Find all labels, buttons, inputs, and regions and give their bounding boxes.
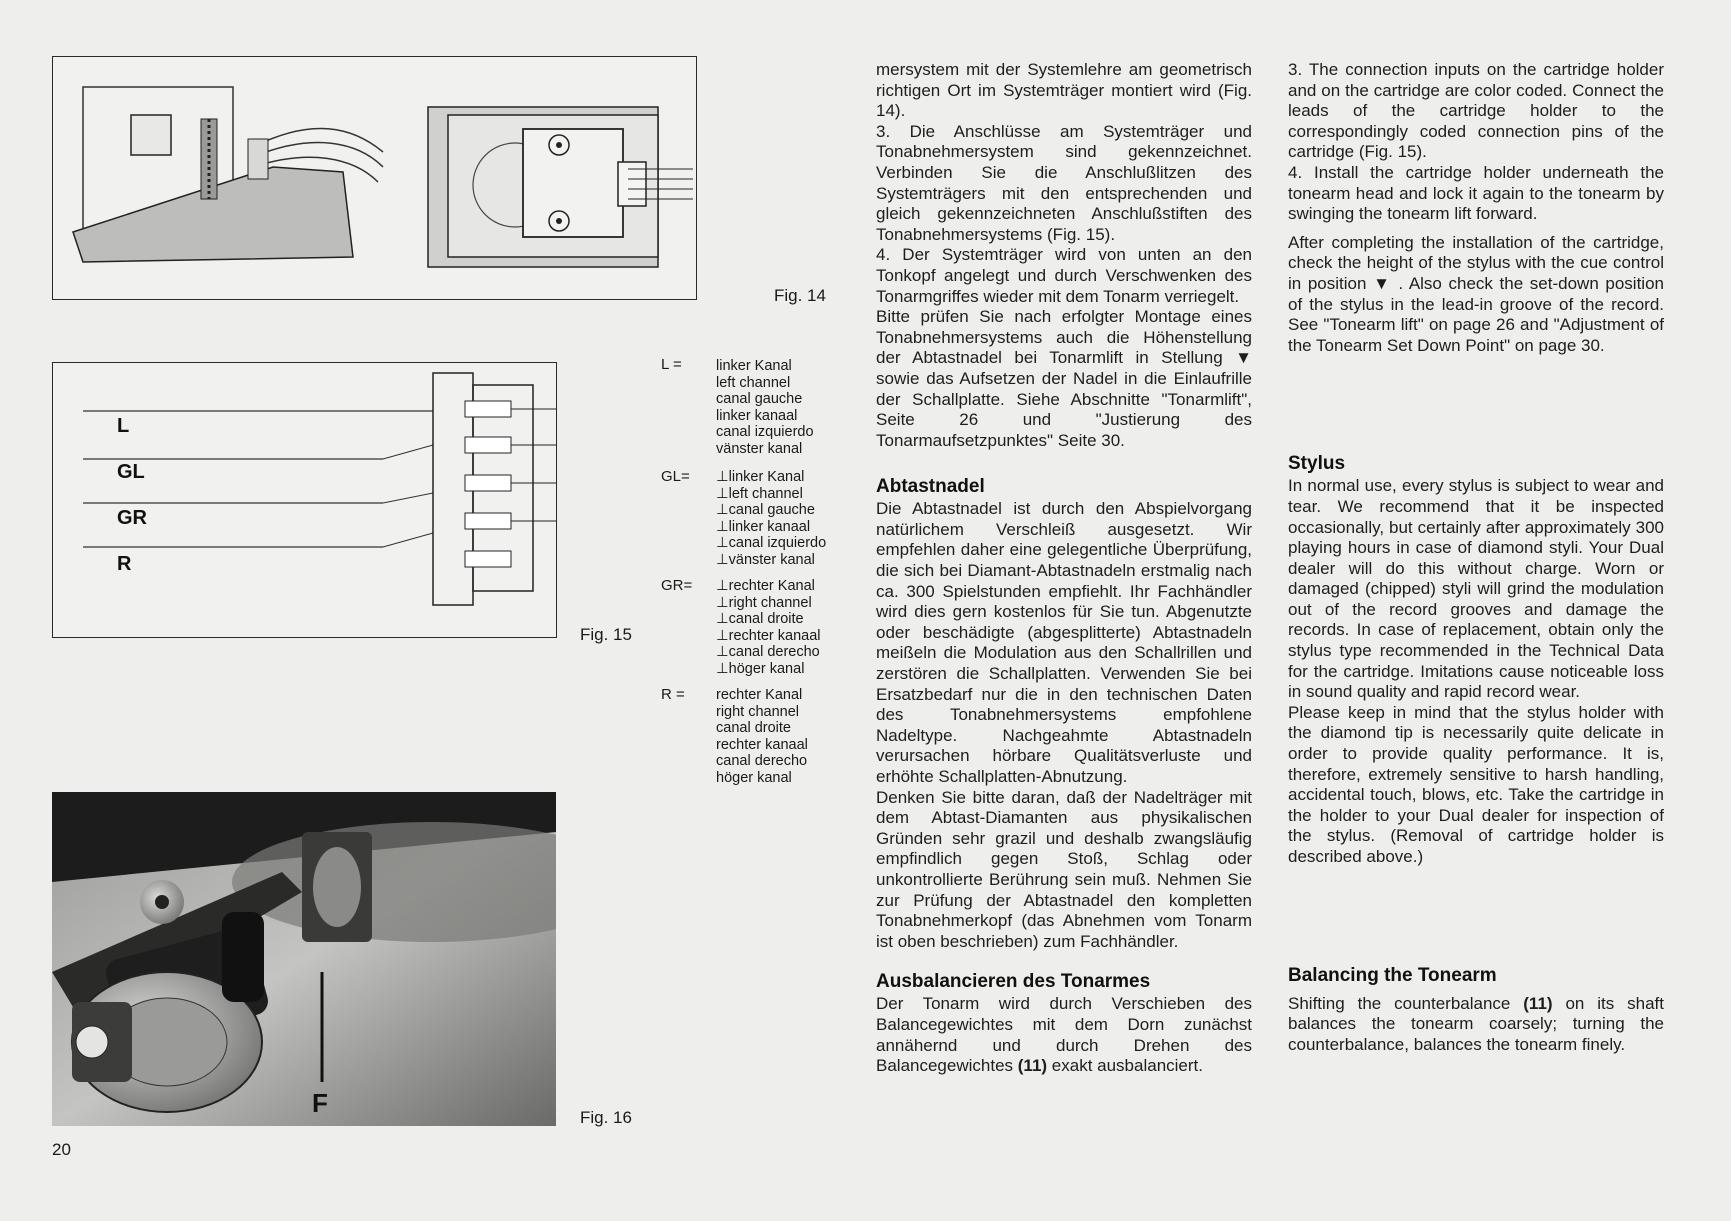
paragraph: Bitte prüfen Sie nach erfolgter Montage eines Tonabnehmersystems auch die Höhenstellung der Abtastnadel bei Tonarmlift in Stellung ▼ sowie das Aufsetzen der Nadel in die Einlaufrille der Schallplatte. Siehe Abschnitte "Tonarmlift", Seite 26 und "Justierung des Tonarmaufsetzpunktes" Seite 30. bbox=[876, 307, 1252, 450]
paragraph bbox=[876, 994, 1252, 1076]
legend-key-gr: GR= bbox=[661, 577, 693, 594]
english-text-column bbox=[1288, 60, 1664, 1055]
figure-14-drawing bbox=[52, 56, 697, 300]
legend-item: canal derecho bbox=[716, 753, 808, 770]
paragraph: 3. The connection inputs on the cartridge holder and on the cartridge are color coded. Connect the leads of the cartridge holder to the correspondingly coded connection pins of the cartridge (Fig. 15). bbox=[1288, 60, 1664, 162]
paragraph: Denken Sie bitte daran, daß der Nadelträger mit dem Abtast-Diamanten aus physikalischen Gründen sehr grazil und deshalb zwangsläufig empfindlich gegen Stoß, Schlag oder unkontrollierte Berührung sein muß. Nehmen Sie zur Prüfung der Abtastnadel den kompletten Tonabnehmerkopf (das Abnehmen vom Tonarm ist oben beschrieben) zum Fachhändler. bbox=[876, 787, 1252, 951]
part-reference: (11) bbox=[1017, 1056, 1048, 1076]
channel-label-l: L bbox=[117, 415, 130, 437]
paragraph-text: on its shaft balances the tonearm coarsely; turning the counterbalance, balances the tonearm finely. bbox=[1288, 993, 1664, 1054]
legend-item: linker Kanal bbox=[716, 358, 792, 374]
tonearm-photo bbox=[52, 792, 556, 1126]
legend-item: ⊥rechter Kanal bbox=[716, 578, 815, 594]
section-heading: Abtastnadel bbox=[876, 476, 985, 498]
legend-item: ⊥left channel bbox=[716, 485, 803, 502]
legend-item: ⊥linker kanaal bbox=[716, 518, 811, 535]
legend-list-gl bbox=[716, 469, 826, 569]
paragraph: Die Abtastnadel ist durch den Abspielvorgang natürlichem Verschleiß ausgesetzt. Wir empfehlen daher eine gelegentliche Überprüfung, die sich bei Diamant-Abtastnadeln erstmalig nach ca. 300 Spielstunden empfiehlt. Ihr Fachhändler wird dies gern kostenlos für Sie tun. Abgenutzte oder beschädigte (abgesplitterte) Abtastnadeln meißeln die Modulation aus den Schallrillen und zerstören die Schallplatten. Verwenden Sie bei Ersatzbedarf nur die in den technischen Daten des Tonabnehmersystems empfohlene Nadeltype. Nachgeahmte Abtastnadeln verursachen hörbare Qualitätsverluste und erhöhte Schallplatten-Abnutzung. bbox=[876, 499, 1252, 786]
legend-item: ⊥canal derecho bbox=[716, 644, 820, 661]
legend-item: ⊥rechter kanaal bbox=[716, 627, 821, 644]
paragraph: Please keep in mind that the stylus holder with the diamond tip is necessarily quite delicate in order to provide quality performance. It is, therefore, extremely sensitive to harsh handling, accidental touch, blows, etc. Take the cartridge in the holder to your Dual dealer for inspection of the stylus. (Removal of cartridge holder is described above.) bbox=[1288, 702, 1664, 866]
legend-key-l: L = bbox=[661, 356, 682, 373]
legend-item: canal droite bbox=[716, 720, 791, 737]
figure-15-caption: Fig. 15 bbox=[580, 625, 632, 644]
legend-item: ⊥canal izquierdo bbox=[716, 535, 827, 552]
legend-list-l bbox=[716, 358, 814, 458]
paragraph: 4. Der Systemträger wird von unten an den Tonkopf angelegt und durch Verschwenken des Tonarmgriffes wieder mit dem Tonarm verriegelt. bbox=[876, 245, 1252, 306]
channel-label-r: R bbox=[117, 553, 132, 575]
legend-item: canal gauche bbox=[716, 391, 803, 408]
legend-item: left channel bbox=[716, 374, 791, 391]
paragraph: mersystem mit der Systemlehre am geometrisch richtigen Ort im Systemträger montiert wird (Fig. 14). bbox=[876, 60, 1252, 121]
paragraph: After completing the installation of the cartridge, check the height of the stylus with the cue control in position ▼ . Also check the set-down position of the stylus in the lead-in groove of the record. See "Tonearm lift" on page 26 and "Adjustment of the Tonearm Set Down Point" on page 30. bbox=[1288, 232, 1664, 355]
figure-16-photo bbox=[52, 792, 556, 1126]
legend-key-r: R = bbox=[661, 686, 685, 703]
legend-item: ⊥vänster kanal bbox=[716, 551, 815, 568]
figure-16-caption: Fig. 16 bbox=[580, 1108, 632, 1127]
part-reference: (11) bbox=[1523, 993, 1553, 1013]
german-text-column bbox=[876, 60, 1252, 1077]
legend-item: right channel bbox=[716, 703, 800, 720]
legend-item: rechter kanaal bbox=[716, 736, 808, 753]
legend-item: linker kanaal bbox=[716, 407, 798, 424]
legend-item: ⊥canal droite bbox=[716, 611, 804, 628]
legend-item: canal izquierdo bbox=[716, 424, 814, 441]
legend-item: rechter Kanal bbox=[716, 687, 803, 703]
legend-key-gl: GL= bbox=[661, 468, 690, 485]
photo-label-f: F bbox=[312, 1088, 328, 1118]
legend-item: ⊥höger kanal bbox=[716, 660, 805, 677]
section-heading: Balancing the Tonearm bbox=[1288, 964, 1497, 986]
paragraph: 3. Die Anschlüsse am Systemträger und Tonabnehmersystem sind gekennzeichnet. Verbinden Sie die Anschlußlitzen des Systemträgers mit den entsprechenden und gleich gekennzeichneten Anschlußstiften des Tonabnehmersystems (Fig. 15). bbox=[876, 121, 1252, 244]
section-heading: Stylus bbox=[1288, 453, 1346, 475]
cartridge-holder-illustration bbox=[53, 57, 696, 299]
legend-list-gr bbox=[716, 578, 821, 678]
figure-15-wiring-diagram bbox=[52, 362, 557, 638]
figure-14-caption: Fig. 14 bbox=[774, 286, 826, 305]
wiring-diagram bbox=[53, 363, 556, 637]
page-number: 20 bbox=[52, 1140, 71, 1159]
legend-item: ⊥canal gauche bbox=[716, 502, 815, 519]
channel-label-gl: GL bbox=[117, 461, 145, 483]
legend-item: höger kanal bbox=[716, 769, 792, 786]
legend-item: vänster kanal bbox=[716, 440, 803, 457]
legend-item: ⊥right channel bbox=[716, 594, 812, 611]
paragraph-text: Shifting the counterbalance bbox=[1288, 993, 1524, 1013]
paragraph: 4. Install the cartridge holder underneath the tonearm head and lock it again to the tonearm by swinging the tonearm lift forward. bbox=[1288, 162, 1664, 224]
legend-list-r bbox=[716, 687, 808, 787]
channel-label-gr: GR bbox=[117, 507, 147, 529]
paragraph-text: exakt ausbalanciert. bbox=[1047, 1056, 1203, 1076]
paragraph: In normal use, every stylus is subject to wear and tear. We recommend that it be inspected occasionally, but certainly after approximately 300 playing hours in case of diamond styli. Your Dual dealer will do this without charge. Worn or damaged (chipped) styli will grind the modulation out of the record grooves and damage the records. In case of replacement, obtain only the stylus type recommended in the Technical Data for the cartridge. Imitations cause noticeable loss in sound quality and rapid record wear. bbox=[1288, 476, 1664, 702]
section-heading: Ausbalancieren des Tonarmes bbox=[876, 971, 1151, 993]
legend-item: ⊥linker Kanal bbox=[716, 469, 805, 485]
paragraph-text: Der Tonarm wird durch Verschieben des Balancegewichtes mit dem Dorn zunächst annähernd und durch Drehen des Balancegewichtes bbox=[876, 994, 1252, 1076]
paragraph bbox=[1288, 994, 1664, 1056]
